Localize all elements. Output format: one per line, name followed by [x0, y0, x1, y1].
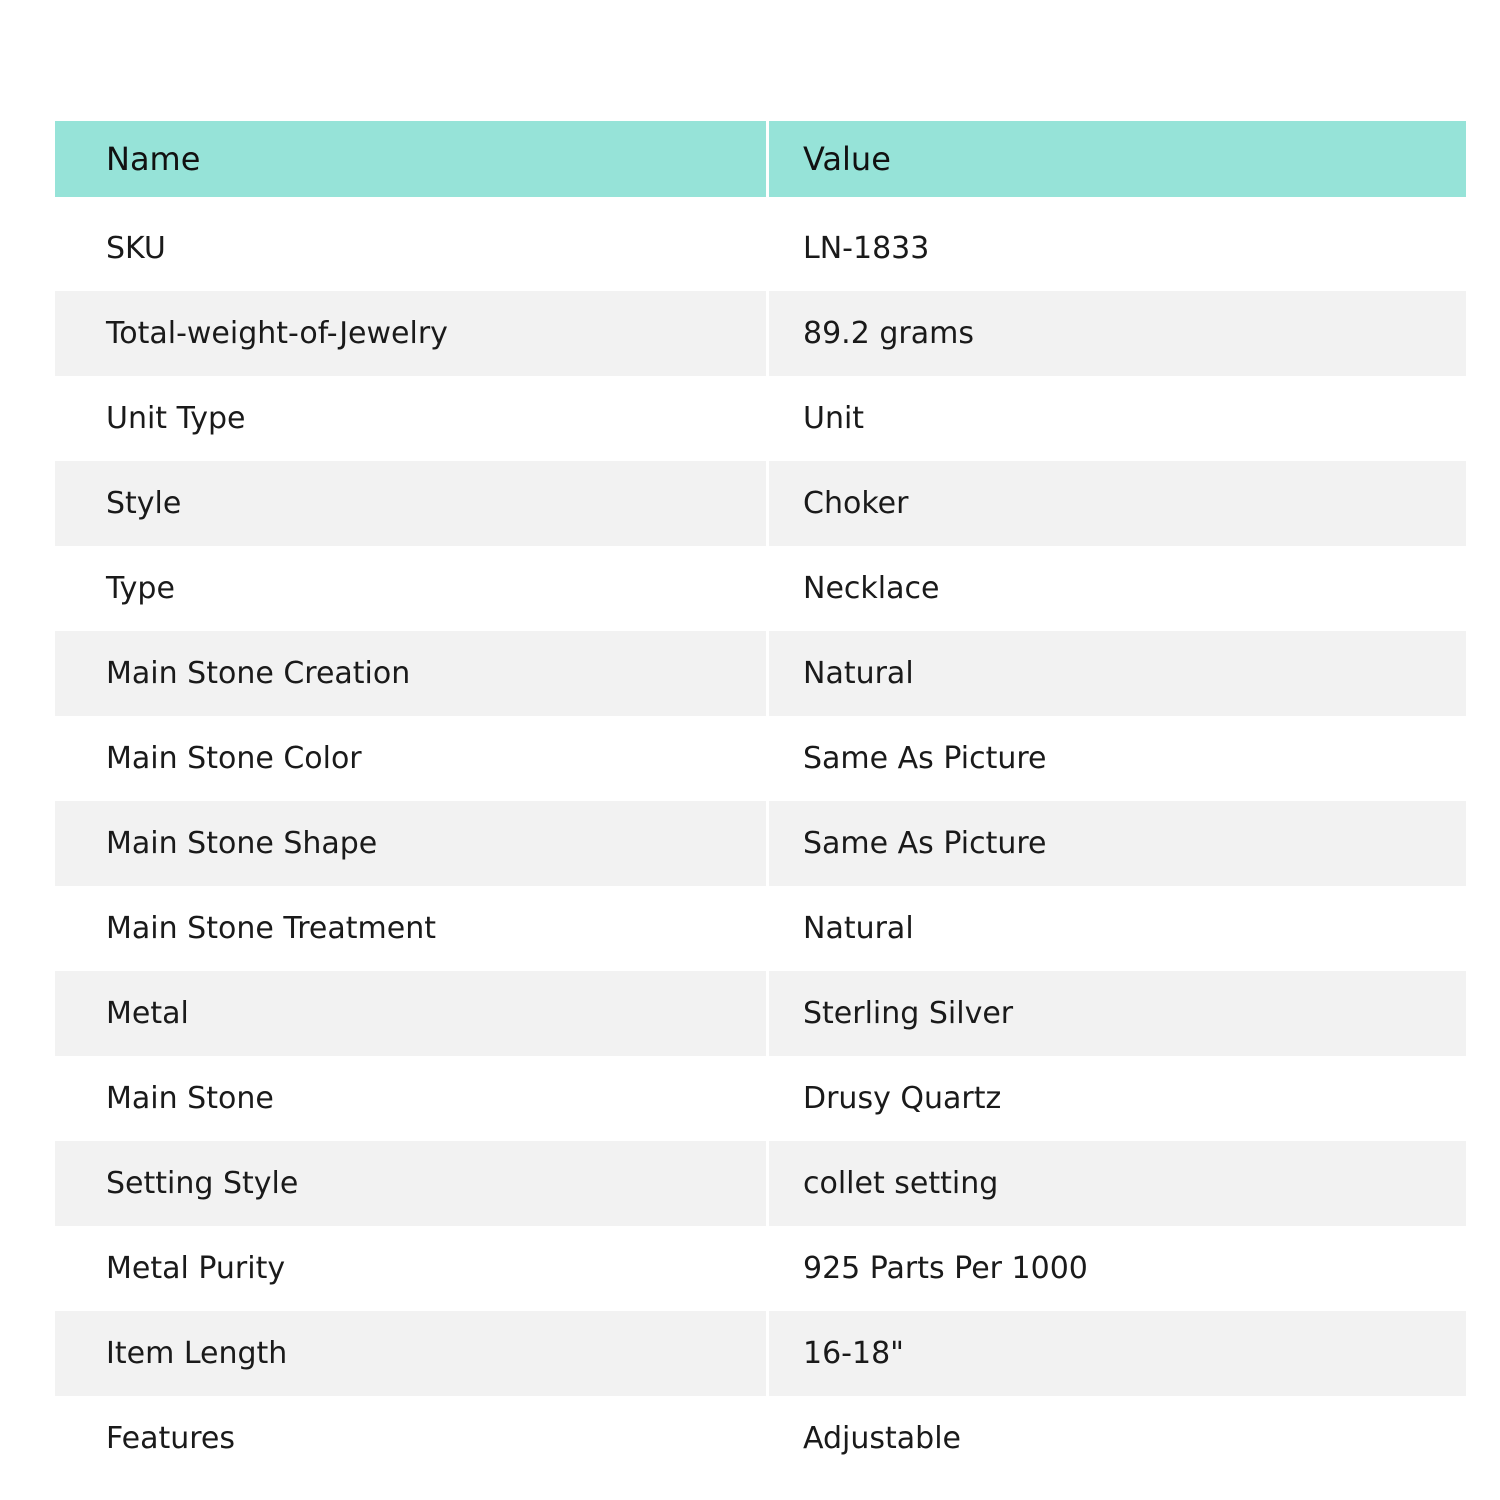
row-name-cell: Features [106, 1421, 235, 1456]
table-row [55, 716, 1466, 801]
table-row [55, 886, 1466, 971]
row-name-cell: Main Stone Creation [106, 656, 411, 691]
row-name-cell: Type [106, 571, 175, 606]
table-row [55, 1311, 1466, 1396]
table-row [55, 376, 1466, 461]
row-name-cell: Item Length [106, 1336, 288, 1371]
row-value-cell: 925 Parts Per 1000 [766, 1226, 1466, 1311]
row-value-cell: Choker [766, 461, 1466, 546]
table-row [55, 1141, 1466, 1226]
table-row [55, 206, 1466, 291]
row-value-cell: Necklace [766, 546, 1466, 631]
table-row [55, 1226, 1466, 1311]
row-value-cell: Natural [766, 886, 1466, 971]
row-name-cell: Main Stone Shape [106, 826, 378, 861]
row-value-cell: Same As Picture [766, 716, 1466, 801]
row-name-cell: Main Stone Treatment [106, 911, 436, 946]
header-name-cell: Name [106, 140, 201, 178]
table-row [55, 1396, 1466, 1481]
row-value-cell: Adjustable [766, 1396, 1466, 1481]
table-row [55, 631, 1466, 716]
table-row [55, 971, 1466, 1056]
row-value-cell: collet setting [766, 1141, 1466, 1226]
row-name-cell: Style [106, 486, 182, 521]
table-header-row [55, 121, 1466, 197]
row-value-cell: Sterling Silver [766, 971, 1466, 1056]
row-value-cell: Drusy Quartz [766, 1056, 1466, 1141]
table-row [55, 291, 1466, 376]
spec-table [55, 121, 1466, 1481]
row-value-cell: LN-1833 [766, 206, 1466, 291]
table-row [55, 461, 1466, 546]
row-name-cell: Setting Style [106, 1166, 299, 1201]
row-value-cell: Same As Picture [766, 801, 1466, 886]
row-name-cell: Main Stone [106, 1081, 274, 1116]
row-name-cell: Total-weight-of-Jewelry [106, 316, 448, 351]
table-row [55, 801, 1466, 886]
header-value-cell: Value [766, 121, 1466, 197]
row-value-cell: Unit [766, 376, 1466, 461]
row-name-cell: Metal Purity [106, 1251, 286, 1286]
row-value-cell: 89.2 grams [766, 291, 1466, 376]
row-name-cell: Unit Type [106, 401, 246, 436]
row-name-cell: Metal [106, 996, 189, 1031]
table-row [55, 546, 1466, 631]
row-value-cell: 16-18" [766, 1311, 1466, 1396]
table-row [55, 1056, 1466, 1141]
row-name-cell: SKU [106, 231, 166, 266]
row-name-cell: Main Stone Color [106, 741, 362, 776]
row-value-cell: Natural [766, 631, 1466, 716]
